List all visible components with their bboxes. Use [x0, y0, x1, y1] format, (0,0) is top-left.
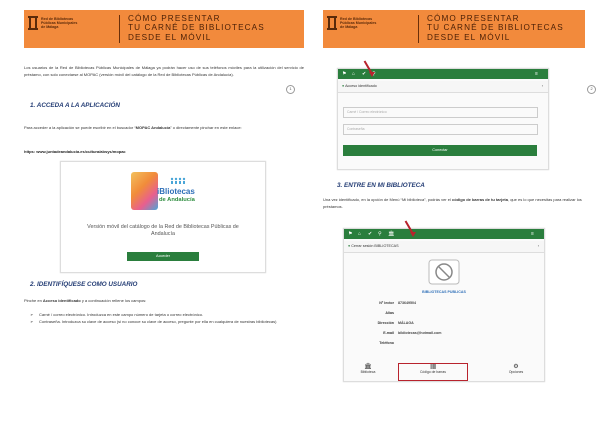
page-2 [307, 0, 592, 424]
no-photo-icon [428, 259, 460, 285]
home-icon[interactable]: ⌂ [352, 71, 356, 77]
app-logo-subword: de Andalucía [159, 197, 195, 203]
org-name: Red de Bibliotecas Públicas Municipales de Málaga [340, 17, 377, 29]
field-label: Alias [385, 311, 394, 315]
bibliotecas-logo-icon [131, 172, 158, 210]
login-text: Pinche en Acceso identificado y a continuación rellene los campos: [24, 298, 147, 303]
menu-icon[interactable]: ≡ [535, 71, 538, 77]
barcode-icon: ||||||| [430, 364, 436, 370]
tab-options[interactable]: ⚙ Opciones [494, 363, 538, 381]
login-screen-preview [337, 68, 549, 170]
logout-row[interactable] [344, 241, 544, 253]
access-button[interactable]: Acceder [127, 252, 199, 261]
enter-text: Una vez identificado, en la opción de Menú “Mi biblioteca”, podrás ver el código de barras de tu tarjeta, que es lo que necesitas para realizar los préstamos. [323, 197, 582, 209]
check-icon[interactable]: ✔ [362, 71, 367, 77]
login-fields-list [30, 311, 288, 325]
access-text: Para acceder a la aplicación se puede escribir en el buscador “MOPAC Andalucía” o directamente pinchar en este enlace: [24, 125, 242, 130]
tab-barcode[interactable]: ||||||| Código de barras [398, 363, 468, 381]
field-value: 873649504 [398, 301, 416, 305]
arrow-annotation-head [410, 232, 416, 237]
arrow-annotation-head [369, 72, 375, 77]
header-banner [323, 10, 585, 48]
check-icon[interactable]: ✔ [368, 231, 373, 237]
library-icon: 🏛 [364, 364, 372, 370]
section-2-heading: 2. IDENTIFÍQUESE COMO USUARIO [30, 281, 138, 288]
list-item: ➢ Carné / correo electrónico. Introduzca en este campo número de tarjeta o correo electrónico. [30, 311, 288, 318]
field-label: Nº lector [379, 301, 394, 305]
settings-icon: ⚙ [513, 364, 519, 370]
header-banner [24, 10, 304, 48]
home-icon[interactable]: ⌂ [358, 231, 362, 237]
header-divider [418, 15, 419, 43]
app-subtitle: Versión móvil del catálogo de la Red de Bibliotecas Públicas de Andalucía [87, 224, 239, 237]
field-label: Teléfono [379, 341, 394, 345]
library-screen-preview [343, 228, 545, 382]
search-icon[interactable]: ⚲ [372, 71, 376, 77]
page-number-2: 2 [587, 85, 596, 94]
mopac-link[interactable]: https: www.juntadeandalucia.es/cultura/absys/mopac [24, 149, 126, 154]
library-icon[interactable]: 🏛 [388, 231, 395, 237]
library-logo-icon [327, 16, 337, 30]
card-email-input[interactable]: Carné / Correo electrónico [343, 107, 538, 118]
app-top-bar [344, 229, 544, 239]
field-value: MÁLAGA [398, 321, 414, 325]
tab-library[interactable]: 🏛 Biblioteca [348, 363, 388, 381]
flag-icon: ⚑ [342, 71, 347, 77]
user-icon: ● [342, 84, 345, 88]
chevron-right-icon: › [541, 84, 543, 88]
login-row-label: Acceso identificado [345, 84, 377, 88]
section-3-heading: 3. ENTRE EN MI BIBLIOTECA [337, 182, 425, 189]
app-preview [60, 161, 266, 273]
field-label: E-mail [383, 331, 394, 335]
header-title: CÓMO PRESENTAR TU CARNÉ DE BIBLIOTECAS DESDE EL MÓVIL [128, 14, 265, 42]
people-icon [169, 177, 187, 184]
search-icon[interactable]: ⚲ [378, 231, 382, 237]
library-logo-icon [28, 16, 38, 30]
app-logo-word: iBliotecas [157, 187, 195, 196]
password-input[interactable]: Contraseña [343, 124, 538, 135]
field-value: bibliotecas@hotmail.com [398, 331, 442, 335]
intro-text: Los usuarios de la Red de Bibliotecas Públicas Municipales de Málaga ya podrán hacer uso de sus teléfonos móviles para la utilización del servicio de préstamo, con solo conectarse al MOPAC (versión móvil del catálogo de la Red de Bibliotecas Públicas de Andalucía). [24, 65, 304, 77]
user-icon: ● [348, 244, 351, 248]
connect-button[interactable]: Conectar [343, 145, 537, 156]
card-label: BIBLIOTECAS PUBLICAS [422, 290, 466, 294]
header-divider [119, 15, 120, 43]
field-label: Dirección [377, 321, 394, 325]
logout-row-label: Cerrar sesión BIBLIOTECAS [351, 244, 399, 248]
header-title: CÓMO PRESENTAR TU CARNÉ DE BIBLIOTECAS DESDE EL MÓVIL [427, 14, 564, 42]
menu-icon[interactable]: ≡ [531, 231, 534, 237]
page-number-1: 1 [286, 85, 295, 94]
section-1-heading: 1. ACCEDA A LA APLICACIÓN [30, 102, 120, 109]
page-1 [8, 0, 304, 424]
flag-icon: ⚑ [348, 231, 353, 237]
org-name: Red de Bibliotecas Públicas Municipales de Málaga [41, 17, 78, 29]
list-item: ➢ Contraseña. Introduzca su clave de acceso (si no conoce su clave de acceso, pregunte por ella en cualquiera de nuestras bibliotecas) [30, 318, 288, 325]
login-row[interactable] [338, 81, 548, 93]
chevron-right-icon: › [537, 244, 539, 248]
